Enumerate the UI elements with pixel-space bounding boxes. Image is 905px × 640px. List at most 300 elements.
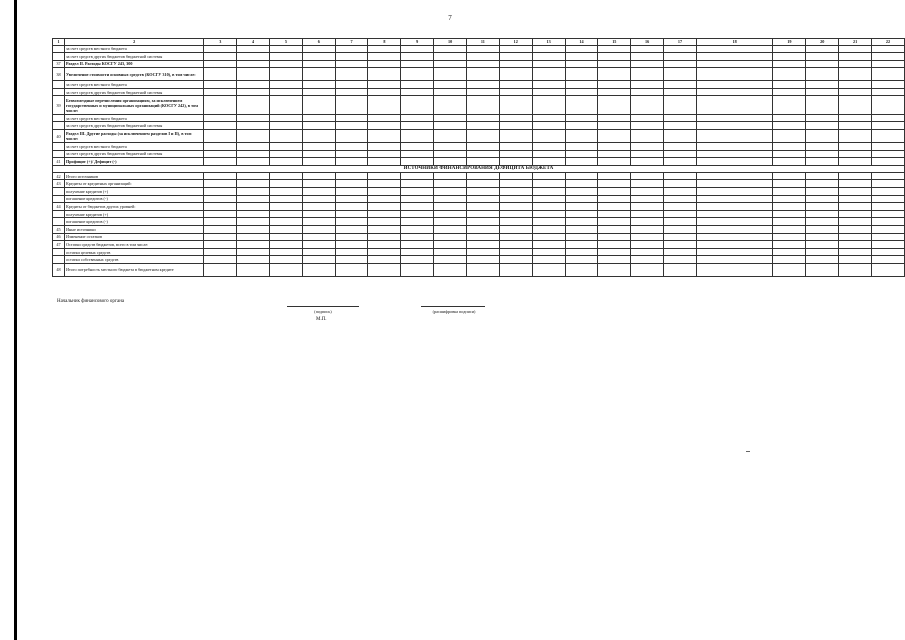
value-cell bbox=[565, 81, 598, 89]
value-cell bbox=[631, 248, 664, 256]
value-cell bbox=[872, 263, 905, 276]
value-cell bbox=[806, 180, 839, 188]
value-cell bbox=[302, 256, 335, 264]
value-cell bbox=[335, 195, 368, 203]
row-label: Увеличение стоимости основных средств (КОСГУ 310), в том числе: bbox=[64, 68, 203, 81]
value-cell bbox=[466, 218, 499, 226]
value-cell bbox=[237, 172, 270, 180]
value-cell bbox=[434, 203, 467, 211]
value-cell bbox=[335, 172, 368, 180]
value-cell bbox=[839, 158, 872, 166]
value-cell bbox=[434, 233, 467, 241]
value-cell bbox=[434, 263, 467, 276]
value-cell bbox=[532, 158, 565, 166]
value-cell bbox=[302, 241, 335, 249]
value-cell bbox=[499, 114, 532, 122]
table-row bbox=[53, 172, 905, 180]
table-row bbox=[53, 225, 905, 233]
section-row bbox=[53, 165, 905, 172]
value-cell bbox=[598, 122, 631, 130]
value-cell bbox=[237, 256, 270, 264]
value-cell bbox=[237, 60, 270, 68]
value-cell bbox=[565, 210, 598, 218]
value-cell bbox=[499, 130, 532, 143]
value-cell bbox=[532, 241, 565, 249]
value-cell bbox=[204, 60, 237, 68]
table-row bbox=[53, 45, 905, 53]
value-cell bbox=[302, 218, 335, 226]
row-label: Остатки средств бюджетов, всего в том числе: bbox=[64, 241, 203, 249]
value-cell bbox=[335, 256, 368, 264]
value-cell bbox=[565, 68, 598, 81]
value-cell bbox=[401, 122, 434, 130]
value-cell bbox=[401, 225, 434, 233]
value-cell bbox=[335, 45, 368, 53]
value-cell bbox=[368, 248, 401, 256]
value-cell bbox=[401, 263, 434, 276]
value-cell bbox=[696, 203, 773, 211]
value-cell bbox=[565, 158, 598, 166]
value-cell bbox=[664, 150, 697, 158]
value-cell bbox=[302, 210, 335, 218]
value-cell bbox=[664, 195, 697, 203]
value-cell bbox=[499, 68, 532, 81]
value-cell bbox=[434, 81, 467, 89]
value-cell bbox=[401, 53, 434, 61]
value-cell bbox=[806, 158, 839, 166]
value-cell bbox=[401, 60, 434, 68]
value-cell bbox=[664, 256, 697, 264]
value-cell bbox=[204, 241, 237, 249]
value-cell bbox=[434, 158, 467, 166]
value-cell bbox=[466, 241, 499, 249]
value-cell bbox=[499, 122, 532, 130]
value-cell bbox=[237, 68, 270, 81]
value-cell bbox=[598, 256, 631, 264]
value-cell bbox=[806, 96, 839, 114]
value-cell bbox=[335, 218, 368, 226]
value-cell bbox=[565, 143, 598, 151]
value-cell bbox=[434, 53, 467, 61]
value-cell bbox=[335, 248, 368, 256]
table-row bbox=[53, 68, 905, 81]
value-cell bbox=[664, 180, 697, 188]
value-cell bbox=[434, 180, 467, 188]
value-cell bbox=[664, 96, 697, 114]
value-cell bbox=[466, 122, 499, 130]
value-cell bbox=[434, 88, 467, 96]
value-cell bbox=[466, 158, 499, 166]
value-cell bbox=[773, 150, 806, 158]
row-number: 44 bbox=[53, 203, 65, 211]
value-cell bbox=[696, 241, 773, 249]
value-cell bbox=[532, 60, 565, 68]
table-row bbox=[53, 143, 905, 151]
column-header: 5 bbox=[270, 39, 303, 46]
value-cell bbox=[368, 81, 401, 89]
value-cell bbox=[401, 203, 434, 211]
column-header: 21 bbox=[839, 39, 872, 46]
value-cell bbox=[872, 241, 905, 249]
row-number: 45 bbox=[53, 225, 65, 233]
value-cell bbox=[598, 114, 631, 122]
value-cell bbox=[565, 203, 598, 211]
value-cell bbox=[532, 195, 565, 203]
value-cell bbox=[631, 88, 664, 96]
value-cell bbox=[631, 60, 664, 68]
value-cell bbox=[773, 210, 806, 218]
value-cell bbox=[270, 53, 303, 61]
value-cell bbox=[368, 158, 401, 166]
value-cell bbox=[598, 188, 631, 196]
row-number bbox=[53, 195, 65, 203]
value-cell bbox=[237, 81, 270, 89]
page-binding-bar bbox=[14, 0, 17, 640]
value-cell bbox=[401, 130, 434, 143]
value-cell bbox=[335, 96, 368, 114]
value-cell bbox=[466, 180, 499, 188]
value-cell bbox=[696, 60, 773, 68]
row-number bbox=[53, 210, 65, 218]
value-cell bbox=[565, 114, 598, 122]
column-header: 6 bbox=[302, 39, 335, 46]
value-cell bbox=[302, 81, 335, 89]
value-cell bbox=[565, 60, 598, 68]
budget-table bbox=[52, 38, 905, 277]
value-cell bbox=[565, 233, 598, 241]
value-cell bbox=[237, 53, 270, 61]
value-cell bbox=[631, 188, 664, 196]
value-cell bbox=[872, 122, 905, 130]
row-number bbox=[53, 150, 65, 158]
value-cell bbox=[872, 210, 905, 218]
value-cell bbox=[270, 114, 303, 122]
value-cell bbox=[434, 248, 467, 256]
value-cell bbox=[499, 96, 532, 114]
value-cell bbox=[335, 150, 368, 158]
table-row bbox=[53, 130, 905, 143]
row-number bbox=[53, 256, 65, 264]
value-cell bbox=[434, 195, 467, 203]
value-cell bbox=[773, 263, 806, 276]
value-cell bbox=[270, 68, 303, 81]
value-cell bbox=[773, 81, 806, 89]
value-cell bbox=[532, 248, 565, 256]
value-cell bbox=[368, 143, 401, 151]
row-label: Итого потребность местного бюджета в бюджетном кредите bbox=[64, 263, 203, 276]
value-cell bbox=[499, 233, 532, 241]
value-cell bbox=[839, 143, 872, 151]
value-cell bbox=[466, 81, 499, 89]
value-cell bbox=[806, 130, 839, 143]
value-cell bbox=[204, 180, 237, 188]
value-cell bbox=[806, 81, 839, 89]
value-cell bbox=[270, 241, 303, 249]
value-cell bbox=[631, 218, 664, 226]
value-cell bbox=[237, 195, 270, 203]
value-cell bbox=[532, 180, 565, 188]
value-cell bbox=[368, 188, 401, 196]
value-cell bbox=[368, 233, 401, 241]
value-cell bbox=[401, 218, 434, 226]
table-row bbox=[53, 188, 905, 196]
value-cell bbox=[664, 241, 697, 249]
value-cell bbox=[270, 45, 303, 53]
column-header: 16 bbox=[631, 39, 664, 46]
value-cell bbox=[466, 130, 499, 143]
value-cell bbox=[664, 218, 697, 226]
value-cell bbox=[631, 210, 664, 218]
value-cell bbox=[466, 60, 499, 68]
value-cell bbox=[773, 114, 806, 122]
value-cell bbox=[872, 81, 905, 89]
value-cell bbox=[204, 130, 237, 143]
value-cell bbox=[499, 45, 532, 53]
stamp-place-label: М.П. bbox=[316, 317, 327, 322]
value-cell bbox=[565, 88, 598, 96]
value-cell bbox=[434, 68, 467, 81]
row-label: Раздел II. Расходы КОСГУ 243, 300 bbox=[64, 60, 203, 68]
value-cell bbox=[872, 68, 905, 81]
column-header: 18 bbox=[696, 39, 773, 46]
value-cell bbox=[335, 60, 368, 68]
value-cell bbox=[872, 256, 905, 264]
value-cell bbox=[270, 122, 303, 130]
value-cell bbox=[237, 180, 270, 188]
value-cell bbox=[773, 143, 806, 151]
value-cell bbox=[806, 68, 839, 81]
value-cell bbox=[872, 114, 905, 122]
value-cell bbox=[368, 195, 401, 203]
value-cell bbox=[204, 256, 237, 264]
value-cell bbox=[872, 60, 905, 68]
value-cell bbox=[466, 195, 499, 203]
value-cell bbox=[806, 233, 839, 241]
value-cell bbox=[434, 150, 467, 158]
value-cell bbox=[434, 218, 467, 226]
value-cell bbox=[696, 225, 773, 233]
value-cell bbox=[532, 53, 565, 61]
table-row bbox=[53, 256, 905, 264]
column-header: 12 bbox=[499, 39, 532, 46]
value-cell bbox=[368, 45, 401, 53]
value-cell bbox=[598, 53, 631, 61]
value-cell bbox=[664, 53, 697, 61]
value-cell bbox=[368, 68, 401, 81]
row-number: 39 bbox=[53, 96, 65, 114]
value-cell bbox=[270, 60, 303, 68]
value-cell bbox=[872, 195, 905, 203]
row-number: 43 bbox=[53, 180, 65, 188]
row-label: за счет средств местного бюджета bbox=[64, 114, 203, 122]
value-cell bbox=[237, 96, 270, 114]
value-cell bbox=[368, 203, 401, 211]
value-cell bbox=[401, 68, 434, 81]
value-cell bbox=[773, 53, 806, 61]
value-cell bbox=[696, 195, 773, 203]
value-cell bbox=[499, 158, 532, 166]
value-cell bbox=[806, 45, 839, 53]
section-title: ИСТОЧНИКИ ФИНАНСИРОВАНИЯ ДЕФИЦИТА БЮДЖЕТА bbox=[53, 165, 905, 172]
row-number bbox=[53, 81, 65, 89]
decode-signature-caption: (расшифровка подписи) bbox=[432, 309, 476, 314]
value-cell bbox=[839, 150, 872, 158]
value-cell bbox=[335, 68, 368, 81]
value-cell bbox=[631, 225, 664, 233]
table-row bbox=[53, 150, 905, 158]
row-label: за счет средств других бюджетов бюджетной системы bbox=[64, 122, 203, 130]
row-label: Иные источники bbox=[64, 225, 203, 233]
value-cell bbox=[565, 195, 598, 203]
value-cell bbox=[839, 218, 872, 226]
value-cell bbox=[434, 172, 467, 180]
value-cell bbox=[466, 233, 499, 241]
value-cell bbox=[839, 88, 872, 96]
value-cell bbox=[565, 122, 598, 130]
value-cell bbox=[466, 53, 499, 61]
row-label: Кредиты от кредитных организаций: bbox=[64, 180, 203, 188]
value-cell bbox=[631, 130, 664, 143]
value-cell bbox=[499, 241, 532, 249]
value-cell bbox=[806, 195, 839, 203]
value-cell bbox=[872, 218, 905, 226]
value-cell bbox=[499, 180, 532, 188]
value-cell bbox=[302, 114, 335, 122]
value-cell bbox=[466, 256, 499, 264]
value-cell bbox=[204, 53, 237, 61]
value-cell bbox=[839, 130, 872, 143]
value-cell bbox=[631, 203, 664, 211]
value-cell bbox=[335, 263, 368, 276]
head-of-finance-label: Начальник финансового органа bbox=[57, 299, 125, 304]
value-cell bbox=[664, 60, 697, 68]
value-cell bbox=[696, 68, 773, 81]
value-cell bbox=[368, 256, 401, 264]
value-cell bbox=[466, 45, 499, 53]
value-cell bbox=[466, 203, 499, 211]
value-cell bbox=[664, 122, 697, 130]
value-cell bbox=[532, 150, 565, 158]
value-cell bbox=[401, 233, 434, 241]
value-cell bbox=[664, 203, 697, 211]
value-cell bbox=[302, 248, 335, 256]
value-cell bbox=[839, 225, 872, 233]
value-cell bbox=[302, 150, 335, 158]
value-cell bbox=[696, 218, 773, 226]
value-cell bbox=[466, 114, 499, 122]
value-cell bbox=[434, 241, 467, 249]
value-cell bbox=[839, 195, 872, 203]
value-cell bbox=[565, 248, 598, 256]
value-cell bbox=[696, 143, 773, 151]
value-cell bbox=[839, 263, 872, 276]
value-cell bbox=[631, 96, 664, 114]
value-cell bbox=[664, 88, 697, 96]
value-cell bbox=[204, 96, 237, 114]
value-cell bbox=[302, 263, 335, 276]
value-cell bbox=[598, 263, 631, 276]
value-cell bbox=[696, 172, 773, 180]
value-cell bbox=[368, 225, 401, 233]
value-cell bbox=[335, 203, 368, 211]
value-cell bbox=[401, 88, 434, 96]
value-cell bbox=[532, 203, 565, 211]
value-cell bbox=[434, 256, 467, 264]
value-cell bbox=[664, 143, 697, 151]
value-cell bbox=[270, 172, 303, 180]
value-cell bbox=[696, 88, 773, 96]
row-number bbox=[53, 188, 65, 196]
row-label: остатки собственных средств bbox=[64, 256, 203, 264]
value-cell bbox=[631, 45, 664, 53]
value-cell bbox=[466, 150, 499, 158]
value-cell bbox=[302, 45, 335, 53]
value-cell bbox=[664, 233, 697, 241]
column-header: 9 bbox=[401, 39, 434, 46]
value-cell bbox=[565, 130, 598, 143]
value-cell bbox=[696, 210, 773, 218]
value-cell bbox=[664, 248, 697, 256]
row-label: за счет средств местного бюджета bbox=[64, 143, 203, 151]
row-label: за счет средств местного бюджета bbox=[64, 45, 203, 53]
value-cell bbox=[401, 256, 434, 264]
value-cell bbox=[631, 81, 664, 89]
value-cell bbox=[839, 172, 872, 180]
value-cell bbox=[839, 233, 872, 241]
value-cell bbox=[302, 158, 335, 166]
value-cell bbox=[839, 53, 872, 61]
value-cell bbox=[237, 143, 270, 151]
value-cell bbox=[631, 256, 664, 264]
value-cell bbox=[696, 53, 773, 61]
value-cell bbox=[302, 130, 335, 143]
value-cell bbox=[368, 263, 401, 276]
value-cell bbox=[434, 60, 467, 68]
value-cell bbox=[270, 218, 303, 226]
value-cell bbox=[773, 88, 806, 96]
value-cell bbox=[565, 225, 598, 233]
value-cell bbox=[872, 225, 905, 233]
row-label: Итого источников bbox=[64, 172, 203, 180]
value-cell bbox=[806, 210, 839, 218]
value-cell bbox=[368, 96, 401, 114]
row-number bbox=[53, 88, 65, 96]
value-cell bbox=[806, 172, 839, 180]
value-cell bbox=[302, 172, 335, 180]
stray-mark bbox=[746, 451, 750, 452]
value-cell bbox=[532, 114, 565, 122]
value-cell bbox=[806, 218, 839, 226]
table-row bbox=[53, 53, 905, 61]
value-cell bbox=[368, 210, 401, 218]
row-label: погашение кредитов (-) bbox=[64, 195, 203, 203]
table-row bbox=[53, 158, 905, 166]
value-cell bbox=[806, 53, 839, 61]
value-cell bbox=[839, 248, 872, 256]
value-cell bbox=[839, 256, 872, 264]
row-label: за счет средств других бюджетов бюджетной системы bbox=[64, 53, 203, 61]
value-cell bbox=[773, 180, 806, 188]
column-header: 19 bbox=[773, 39, 806, 46]
row-label: за счет средств других бюджетов бюджетной системы bbox=[64, 150, 203, 158]
value-cell bbox=[598, 225, 631, 233]
value-cell bbox=[532, 172, 565, 180]
row-number: 40 bbox=[53, 130, 65, 143]
value-cell bbox=[532, 88, 565, 96]
value-cell bbox=[466, 225, 499, 233]
row-number: 38 bbox=[53, 68, 65, 81]
value-cell bbox=[872, 248, 905, 256]
